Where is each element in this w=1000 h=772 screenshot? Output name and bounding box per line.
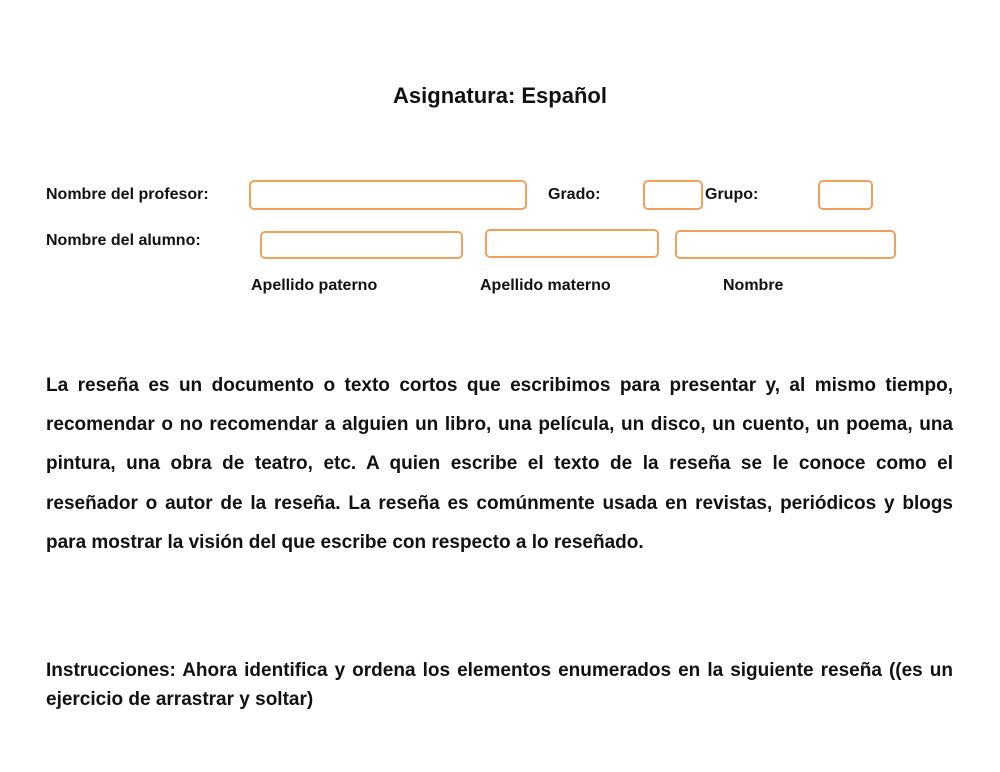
first-name-input[interactable] [675, 230, 896, 259]
paternal-surname-caption: Apellido paterno [251, 277, 378, 294]
page-title: Asignatura: Español [393, 83, 607, 108]
student-name-label: Nombre del alumno: [46, 232, 201, 249]
grade-label: Grado: [548, 186, 601, 203]
instructions-text: Instrucciones: Ahora identifica y ordena los elementos enumerados en la siguiente reseña ((es un ejercicio de arrastrar y soltar) [46, 660, 953, 710]
maternal-surname-caption: Apellido materno [480, 277, 611, 294]
review-definition-paragraph: La reseña es un documento o texto cortos que escribimos para presentar y, al mismo tiempo, recomendar o no recomendar a alguien un libro, una película, un disco, un cuento, un poema, una pintura, una obra de teatro, etc. A quien escribe el texto de la reseña se le conoce como el reseñador o autor de la reseña. La reseña es comúnmente usada en revistas, periódicos y blogs para mostrar la visión del que escribe con respecto a lo reseñado. [46, 375, 953, 553]
maternal-surname-input[interactable] [485, 229, 659, 258]
teacher-name-input[interactable] [249, 180, 527, 210]
teacher-name-label: Nombre del profesor: [46, 186, 209, 203]
first-name-caption: Nombre [723, 277, 784, 294]
grade-input[interactable] [643, 180, 703, 210]
group-label: Grupo: [705, 186, 759, 203]
paternal-surname-input[interactable] [260, 231, 463, 259]
group-input[interactable] [818, 180, 873, 210]
